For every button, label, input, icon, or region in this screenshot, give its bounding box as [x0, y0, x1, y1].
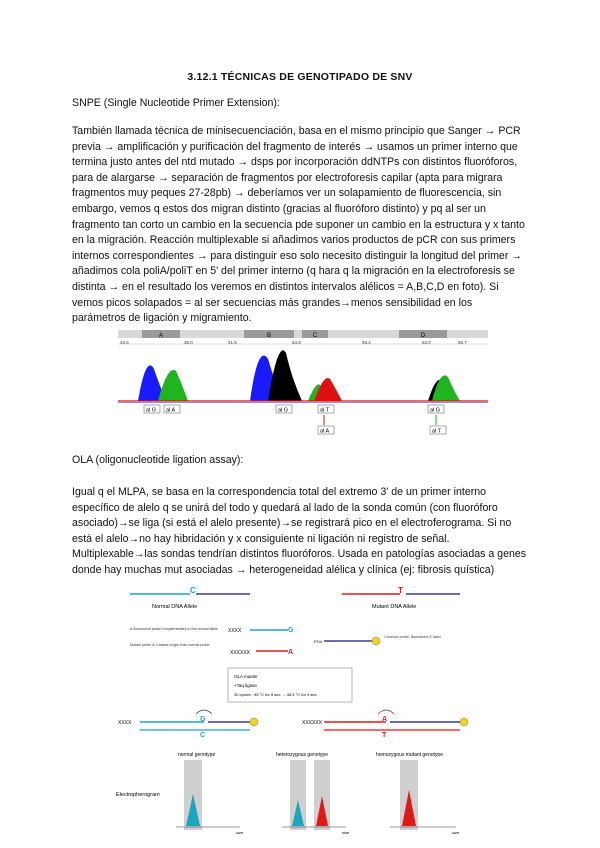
genotype-label: normal genotype [178, 752, 216, 758]
common-probe-label: Common probe, fluorescent 3' label [384, 635, 441, 639]
size-label: size [236, 830, 244, 835]
ola-heading: OLA (oligonucleotide ligation assay): [72, 454, 244, 466]
allele-label: al G [146, 407, 157, 414]
bin-label: B [266, 333, 272, 339]
electropherogram-label: Electropherogram [116, 792, 160, 798]
peak-green-d [432, 375, 460, 401]
axis-tick: 34.5 [120, 340, 129, 345]
allele-label: al A [320, 428, 330, 435]
note-1: A fluorescent probe complementary to the normal allele [130, 627, 218, 631]
axis-tick: 38.0 [184, 340, 193, 345]
normal-base: C [200, 732, 206, 739]
axis-tick: 44.9 [292, 340, 301, 345]
axis-tick: 55.7 [458, 340, 467, 345]
note-2: Mutant probe is 3 bases longer than normal probe [130, 643, 210, 647]
genotype-label: heterozygous genotype [276, 752, 328, 758]
size-label: size [342, 830, 350, 835]
probe-a: A [288, 649, 294, 656]
axis-tick: 48.4 [362, 340, 371, 345]
ola-diagram [110, 582, 480, 840]
mutant-base: T [398, 586, 403, 595]
probe-a: A [382, 716, 388, 723]
probe-g: G [288, 627, 294, 634]
probe-g: G [200, 716, 206, 723]
section-title: 3.12.1 TÉCNICAS DE GENOTIPADO DE SNV [187, 71, 413, 83]
allele-label: al G [430, 407, 441, 414]
normal-base: C [190, 586, 196, 595]
bin-label: C [312, 333, 318, 339]
ola-body: Igual q el MLPA, se basa en la correspondencia total del extremo 3' de un primer interno específico de alelo q se unirá del todo y quedará al lado de la sonda común (con fluoróforo asociado)→se liga (si está el alelo presente)→se registrará pico en el electroferograma. Si no está el alelo→no hay hibridación y x consiguiente ni ligación ni registro de señal. Multiplexable→las sondas tendrían distintos fluoróforos. Usada en patologías asociadas a genes donde hay muchas mut asociadas → heterogeneidad alélica y clínica (ej: fibrosis quística) [72, 486, 527, 576]
x-short: XXXX [118, 720, 132, 726]
snpe-heading: SNPE (Single Nucleotide Primer Extension): [72, 97, 280, 109]
peak-black-b [268, 350, 302, 401]
size-label: size [452, 830, 460, 835]
allele-label: al T [320, 407, 330, 414]
axis-tick: 52.0 [422, 340, 431, 345]
mutant-allele-label: Mutant DNA Allele [372, 604, 417, 610]
snpe-electropherogram [118, 329, 488, 441]
genotype-label: homozygous mutant genotype [376, 752, 443, 758]
x-long: XXXXXX [230, 650, 251, 656]
peak-green-a [158, 370, 188, 401]
bin-label: A [158, 333, 164, 339]
box-line-3: 30 cycles : 95 °C for 5 sec → 48.5 °C for 4 sec [234, 692, 317, 697]
allele-label: al A [166, 407, 176, 414]
snpe-body: También llamada técnica de minisecuenciación, basa en el mismo principio que Sanger → PCR previa → amplificación y purificación del fragmento de interés → usamos un primer interno que termina justo antes del ntd mutado → dsps por incorporación ddNTPs con distintos fluoróforos, para de alargarse → separación de fragmentos por electroforesis capilar (apta para migrara fragmentos muy peques 27-28pb) → deberíamos ver un solapamiento de fluorescencia, sin embargo, vemos q estos dos migran distinto (gracias al fluoróforo distinto) y pq al ser un fragmento tan corto un cambio en la secuencia pde suponer un cambio en la estructura y x tanto en la migración. Reacción multiplexable si añadimos varios productos de pCR con sus primers internos correspondientes → para distinguir eso solo necesito distinguir la longitud del primer → añadimos cola poliA/poliT en 5' del primer interno (q hara q la migración en la electroforesis se distinta → en el resultado los veremos en distintos intervalos alélicos = A,B,C,D en foto). Si vemos picos solapados = al ser secuencias más grandes→menos sensibilidad en los parámetros de ligación y migramiento. [72, 125, 525, 325]
allele-label: al G [278, 407, 289, 414]
po4-label: PO4 [314, 639, 323, 644]
x-long: XXXXXX [302, 720, 323, 726]
x-short: XXXX [228, 628, 242, 634]
box-line-2: +Taq ligase [234, 683, 257, 688]
bin-label: D [420, 333, 426, 339]
mutant-base: T [382, 732, 387, 739]
axis-tick: 41.5 [228, 340, 237, 345]
normal-allele-label: Normal DNA Allele [152, 604, 198, 610]
allele-label: al T [432, 428, 442, 435]
box-line-1: OLA master [234, 674, 258, 679]
